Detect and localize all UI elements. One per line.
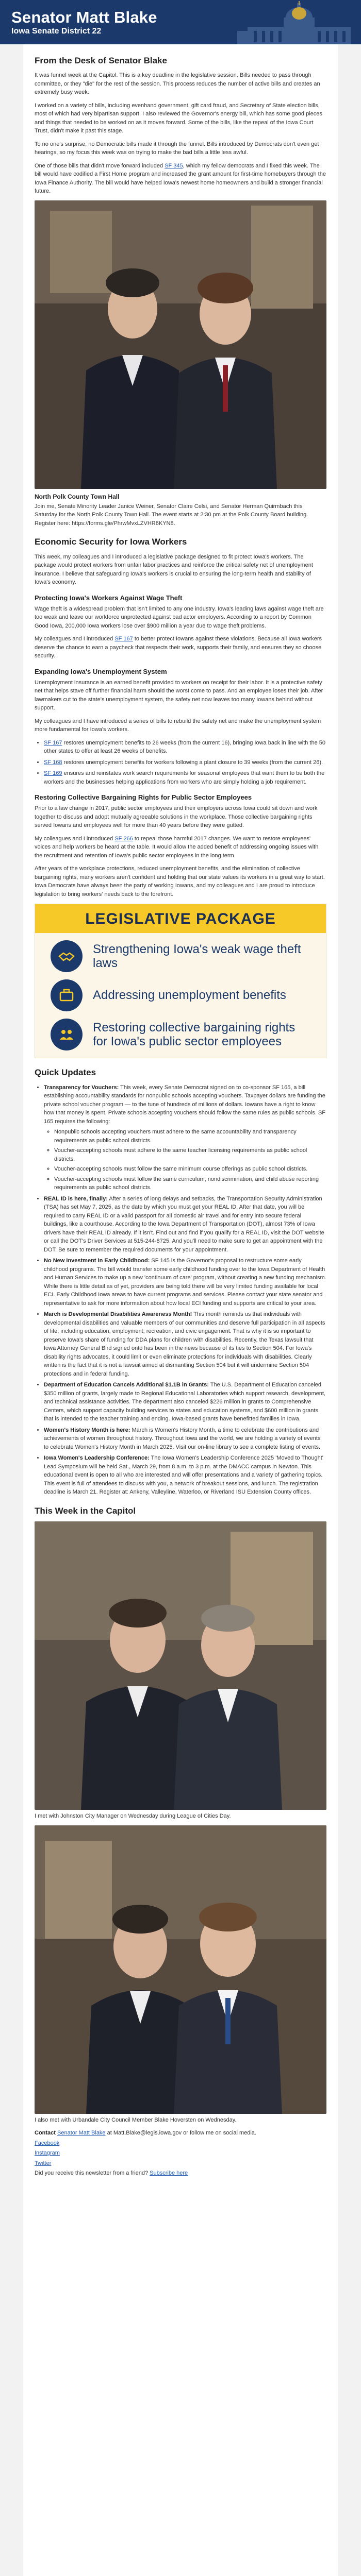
- header-subtitle: Iowa Senate District 22: [11, 27, 102, 36]
- bill-link-sf345[interactable]: SF 345: [165, 162, 183, 169]
- bargaining-paragraph: Prior to a law change in 2017, public sector employees and their employers across Iowa could sit down and work together to discuss and adopt mutually agreeable solutions in the workplace. Those collective bargaining rights served Iowans and employees well for more than 40 years before they were gutted.: [35, 805, 318, 829]
- text: at Matt.Blake@legis.iowa.gov or follow me on social media.: [105, 2130, 256, 2137]
- unemployment-bill-list: [44, 739, 326, 787]
- contact-line: [35, 2129, 326, 2138]
- capitol-photo-1-image: [35, 1521, 326, 1810]
- text: My colleagues and I introduced: [35, 636, 115, 642]
- text: SF 145 is the Governor's proposal to restructure some early childhood programs. The bill would transfer some early childhood funding over to the Iowa Department of Health and Human Services to make up a new 'continuum of care' program, without creating a new funding mechanism. While there is little detail as of yet, providers are being told there will be very limited funding available for local ECI. Early Childhood Iowa areas to have current programs and services. Please contact your state senator and representative to ask for more information about how local ECI funding and supports are critical to your area.: [44, 1258, 326, 1307]
- list-item: [44, 1257, 326, 1308]
- bill-link[interactable]: SF 168: [44, 759, 62, 766]
- social-link-row: [35, 2139, 326, 2148]
- twitter-link[interactable]: Twitter: [35, 2160, 52, 2166]
- text: Did you receive this newsletter from a friend?: [35, 2170, 150, 2177]
- list-item: ◦ Voucher-accepting schools must adhere to the same teacher licensing requirements as public school districts.: [54, 1146, 326, 1163]
- capitol-photo-2-caption: I also met with Urbandale City Council Member Blake Hoversten on Wednesday.: [35, 2116, 237, 2123]
- subscribe-link[interactable]: Subscribe here: [150, 2170, 188, 2177]
- text: restores unemployment benefits for workers following a plant closure to 39 weeks (from the current 26).: [62, 759, 323, 766]
- legislative-package-title: LEGISLATIVE PACKAGE: [35, 904, 326, 933]
- list-item: ◦ Voucher-accepting schools must follow the same minimum course offerings as public school districts.: [54, 1165, 326, 1174]
- list-item: [44, 1310, 326, 1378]
- townhall-photo-image: [35, 200, 326, 489]
- item-title: Iowa Women's Leadership Conference:: [44, 1455, 150, 1462]
- bill-link[interactable]: SF 167: [44, 739, 62, 746]
- legislative-item-text: Addressing unemployment benefits: [93, 988, 286, 1003]
- list-item: ◦ Nonpublic schools accepting vouchers must adhere to the same accountability and transparency requirements as public school districts.: [54, 1128, 326, 1145]
- text: One of those bills that didn't move forward included: [35, 162, 165, 169]
- item-title: Department of Education Cancels Additional $1.1B in Grants:: [44, 1382, 209, 1388]
- wage-theft-paragraph: [35, 635, 326, 660]
- social-link-row: [35, 2159, 326, 2168]
- text: to better protect Iowans against these violations. Because all Iowa workers deserve the chance to earn a paycheck that respects their work, supports their family, and ensures they so choose security.: [35, 636, 322, 659]
- text: This week, every Senate Democrat signed on to co-sponsor SF 165, a bill establishing accountability standards for nonpublic schools accepting vouchers. Taxpayer dollars are funding the private school voucher program — to the tune of hundreds of millions of dollars. Iowans have a right to know how that money is spent. Private schools accepting vouchers should follow the same rules as public schools. SF 165 requires the following:: [44, 1084, 325, 1125]
- bill-link[interactable]: SF 169: [44, 770, 62, 777]
- text: ensures and reinstates work search requirements for seasonal employees that want them to be both the workers and the businesses helping applications from workers who are simply holding a job requirement.: [44, 770, 325, 785]
- handshake-icon: [51, 940, 83, 972]
- list-item: [44, 739, 326, 756]
- text: restores unemployment benefits to 26 weeks (from the current 16), bringing Iowa back in line with the 50 other states to offer at least 26 weeks of benefits.: [44, 739, 326, 755]
- quick-updates-list: [44, 1083, 326, 1497]
- intro-heading: From the Desk of Senator Blake: [35, 56, 167, 65]
- legislative-item: [35, 1011, 326, 1050]
- list-item: [44, 758, 326, 767]
- list-item: [44, 1426, 326, 1452]
- group-icon: [51, 1019, 83, 1050]
- intro-paragraph: [35, 162, 326, 196]
- unemployment-subheading: Expanding Iowa's Unemployment System: [35, 667, 167, 675]
- text: The U.S. Department of Education canceled $350 million of grants, largely made to Regional Educational Laboratories which support research, development, and technical assistance activities. The department also canceled $226 million in grants to Comprehensive Centers, which support capacity building services to states and education systems, and $600 million in grants that is intended to the teacher training and ending. Iowa-based grants have benefitted families in Iowa.: [44, 1382, 326, 1422]
- list-item: ◦ Voucher-accepting schools must follow the same curriculum, nondiscrimination, and child abuse reporting requirements as public school districts.: [54, 1175, 326, 1192]
- capitol-photo-1-caption: I met with Johnston City Manager on Wednesday during League of Cities Day.: [35, 1813, 231, 1820]
- footer-contact: [35, 2129, 326, 2178]
- text: This month reminds us that individuals with developmental disabilities and valuable members of our communities and deserve full participation in all aspects of life, including education, employment, recreation, and civic engagement. That is why it is so important to preserve Iowa's share of funding for DDA plans for children with disabilities. Recently, the Texas lawsuit that Iowa Attorney General Bird signed onto has been in the news because of its ties to Section 504. For Iowa's disability rights advocates, it could limit or even eliminate protections for individuals with disabilities. Clearly written is the fact that it is not a lawsuit aimed at dismantling Section 504 but it will undermine Section 504 protections and in federal funding.: [44, 1311, 325, 1377]
- capitol-illustration: [227, 0, 361, 44]
- capitol-photo-2: [35, 1825, 326, 2114]
- voucher-requirements-list: [54, 1128, 326, 1192]
- legislative-item: [35, 972, 326, 1011]
- text: , which my fellow democrats and I fixed this week. The bill would have codified a First Home program and increased the grant amount for first-time homebuyers through the Iowa Finance Authority. The bill would have helped Iowa's newest home homeowners and build a stronger financial future.: [35, 162, 326, 195]
- capitol-photo-1: [35, 1521, 326, 1810]
- week-heading: This Week in the Capitol: [35, 1505, 136, 1516]
- item-title: No New Investment in Early Childhood:: [44, 1258, 150, 1264]
- legislative-package-graphic: [35, 904, 326, 1058]
- item-title: REAL ID is here, finally:: [44, 1195, 108, 1202]
- wage-theft-subheading: Protecting Iowa's Workers Against Wage Theft: [35, 594, 183, 602]
- economic-heading: Economic Security for Iowa Workers: [35, 537, 187, 547]
- text: to repeal those harmful 2017 changes. We want to restore employees' voices and help workers be heard at the table. It would allow the added benefit of addressing ongoing issues with the recruitment and retention of Iowa's public sector employees in the long term.: [35, 835, 319, 859]
- quick-updates-heading: Quick Updates: [35, 1067, 96, 1078]
- text: After a series of long delays and setbacks, the Transportation Security Administration (TSA) has set May 7, 2025, as the date by which you must get your REAL ID. After that date, you will be required to carry REAL ID or a valid passport for all domestic air travel and for entry into secure federal buildings, like a courthouse. According to the Iowa Department of Transportation (DOT), almost 73% of Iowa drivers have their REAL ID already. If it isn't. Find out and find if you qualify for a REAL ID, visit the DOT website or call the DOT's Driver Services at 515-244-8725. And you'll need to make sure to get an appointment with the DOT. Be sure to remember the required documents for your appointment.: [44, 1195, 324, 1253]
- bill-link-sf167[interactable]: SF 167: [114, 636, 133, 642]
- townhall-text: Join me, Senate Minority Leader Janice Weiner, Senator Claire Celsi, and Senator Herman Quirmbach this Saturday for the North Polk County Town Hall. The event starts at 2:30 pm at the Polk County Board building. Register here: https://forms.gle/PhrwMvxLZVHR6KYN8.: [35, 503, 308, 527]
- intro-paragraph: To no one's surprise, no Democratic bills made it through the funnel. Bills introduced by Democrats don't even get hearings, so my focus this week was on trying to make the bad bills a little less awful.: [35, 141, 319, 156]
- item-title: Women's History Month is here:: [44, 1427, 130, 1433]
- item-title: March is Developmental Disabilities Awareness Month!: [44, 1311, 192, 1318]
- header-title: Senator Matt Blake: [11, 8, 157, 26]
- townhall-caption: North Polk County Town Hall: [35, 493, 120, 500]
- bargaining-subheading: Restoring Collective Bargaining Rights for Public Sector Employees: [35, 793, 252, 802]
- newsletter-header: [0, 0, 361, 44]
- content-column: [23, 44, 338, 2576]
- intro-paragraph: It was funnel week at the Capitol. This is a key deadline in the legislative session. Bills needed to pass through committee, or they "die" for the rest of the session. This process reduces the number of active bills and creates an extremely busy week.: [35, 72, 320, 96]
- list-item: [44, 1454, 326, 1497]
- facebook-link[interactable]: Facebook: [35, 2140, 60, 2146]
- list-item: [44, 1083, 326, 1192]
- wage-theft-paragraph: Wage theft is a widespread problem that isn't limited to any one industry. Iowa's leading laws against wage theft are too weak and leave our workforce unprotected against bad actor employers. According to a report by Common Good Iowa, 200,000 Iowa workers lose over $900 million a year due to wage theft problems.: [35, 605, 324, 629]
- legislative-item: [35, 933, 326, 972]
- bill-link-sf266[interactable]: SF 266: [114, 835, 133, 842]
- legislative-item-text: Restoring collective bargaining rights for Iowa's public sector employees: [93, 1020, 296, 1049]
- instagram-link[interactable]: Instagram: [35, 2150, 60, 2157]
- list-item: [44, 1381, 326, 1423]
- text: March is Women's History Month, a time to celebrate the contributions and achievements of women throughout history. Throughout Iowa and the world, we are holding a variety of events to celebrate Women's History Month in March 2025. Visit our on-line library to see a complete listing of events.: [44, 1427, 321, 1450]
- briefcase-icon: [51, 979, 83, 1011]
- list-item: [44, 769, 326, 786]
- legislative-item-text: Strengthening Iowa's weak wage theft laws: [93, 942, 301, 971]
- contact-senator-link[interactable]: Senator Matt Blake: [57, 2130, 106, 2137]
- list-item: [44, 1195, 326, 1255]
- bargaining-paragraph: [35, 835, 326, 860]
- intro-paragraph: I worked on a variety of bills, including evenhand government, gift card fraud, and Secretary of State election bills, most of which had very bipartisan support. I also reviewed the Governor's energy bill, which has some good pieces and things that needed to be worked on as it moves forward. Some of the bills, like the repeal of the Iowa Court Trust, didn't make it past this stage.: [35, 102, 322, 134]
- social-link-row: [35, 2149, 326, 2158]
- economic-paragraph: This week, my colleagues and I introduced a legislative package designed to fit protect Iowa's workers. The package would protect workers from unfair labor practices and reinforce the critical safety net of unemployment insurance. I believe that safeguarding Iowa's workers is crucial to ensuring the long-term health and stability of Iowa's economy.: [35, 553, 313, 586]
- capitol-photo-2-image: [35, 1825, 326, 2114]
- unemployment-paragraph: My colleagues and I have introduced a series of bills to rebuild the safety net and make the unemployment system more fundamental for Iowa's workers.: [35, 718, 321, 733]
- item-title: Transparency for Vouchers:: [44, 1084, 119, 1091]
- text: The Iowa Women's Leadership Conference 2025 'Moved to Thought' Lead Symposium will be held Sat., March 29, from 8 a.m. to 3 p.m. at the DMACC campus in Newton. This educational event is open to all who are interested and will offer presentations and a variety of gathering topics. This event is full of attendees to discuss with you, a network of breakout sessions, and lunch. The registration deadline is March 21. Register at: Ankeny, Valleyline, Waterloo, or Riverland ISU Extension County offices.: [44, 1455, 323, 1496]
- townhall-photo: [35, 200, 326, 489]
- text: Contact: [35, 2130, 57, 2137]
- text: My colleagues and I introduced: [35, 835, 115, 842]
- bargaining-paragraph: After years of the workplace protections, reduced unemployment benefits, and the elimination of collective bargaining rights, many workers aren't confident and holding that our state values its workers in a great way to start. Iowa Democrats have always been the party of working Iowans, and my colleagues and I are proud to introduce legislation to bring workers' needs back to the forefront.: [35, 866, 325, 897]
- subscribe-line: [35, 2169, 326, 2178]
- unemployment-paragraph: Unemployment insurance is an earned benefit provided to workers on receipt for their labor. It is a protective safety net that helps stave off further financial harm should the worst come to pass. And an employee loses their job. After lawmakers cut to the state's unemployment system, the safety net now leaves too many Iowans behind without support.: [35, 679, 323, 711]
